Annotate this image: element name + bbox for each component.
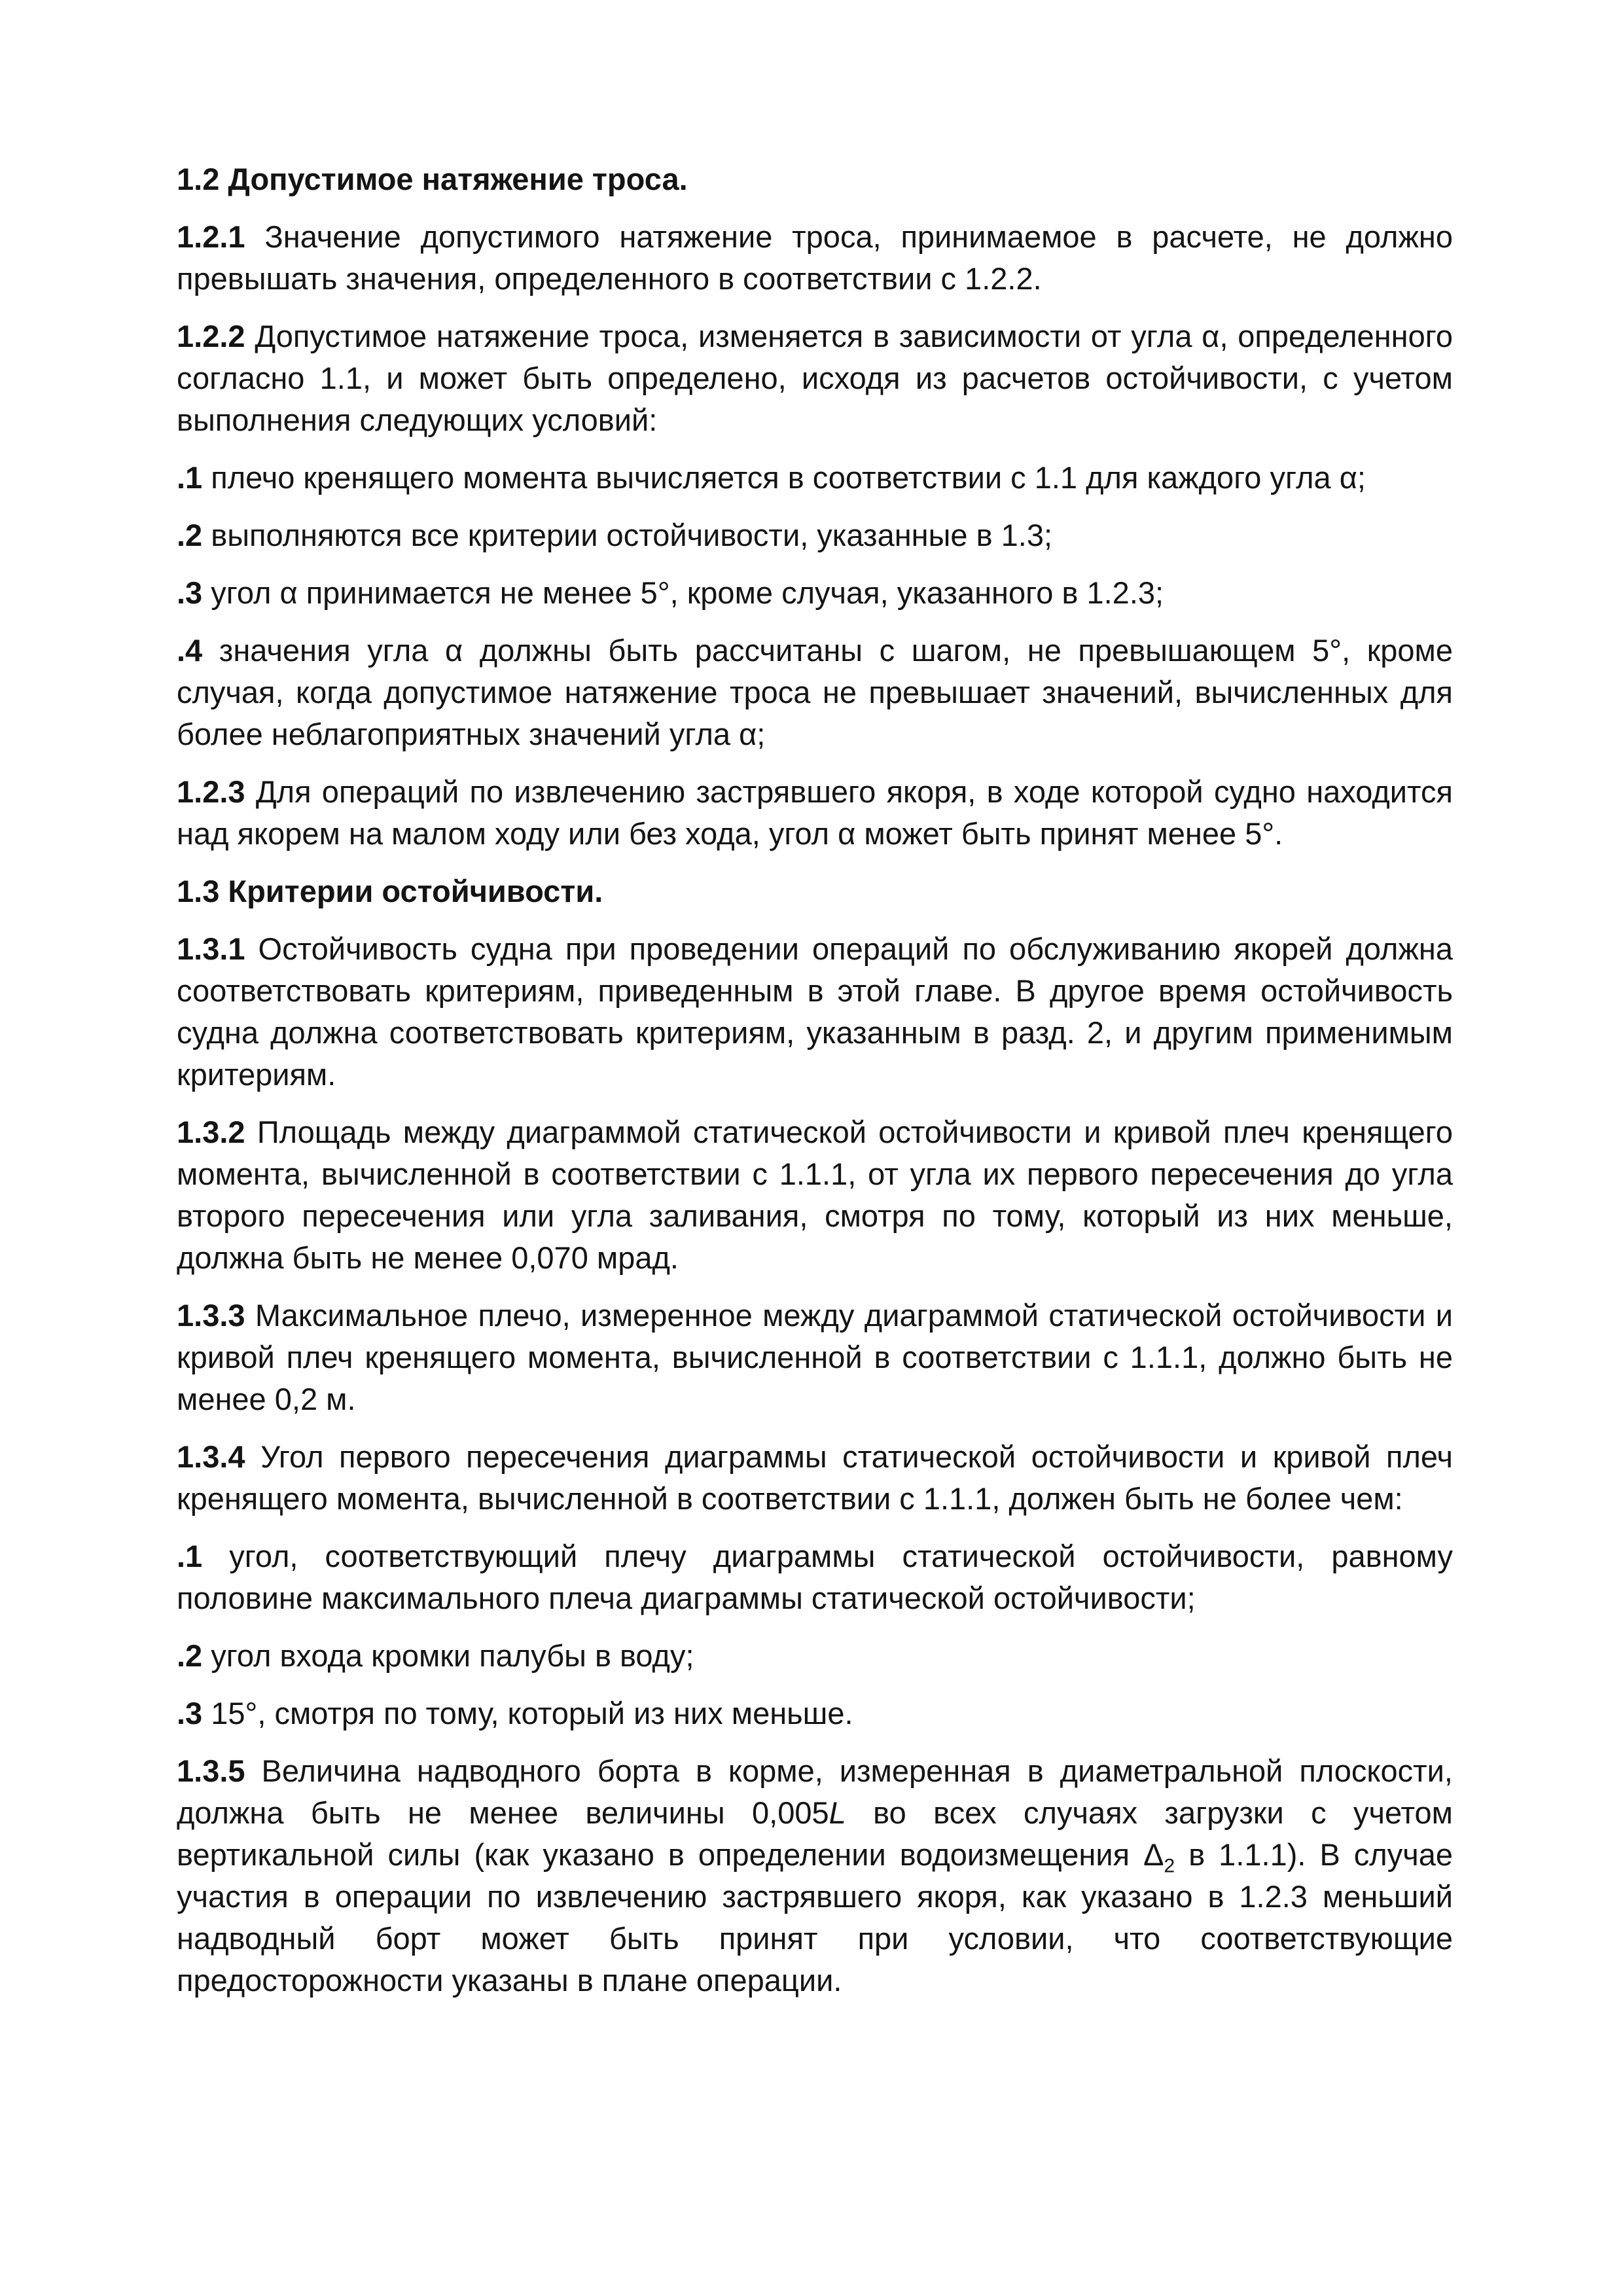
- clause-number: 1.3.3: [177, 1298, 245, 1333]
- clause-number: 1.3.2: [177, 1115, 245, 1149]
- item-text: значения угла α должны быть рассчитаны с шагом, не превышающем 5°, кроме случая, когда допустимое натяжение троса не превышает значений, вычисленных для более неблагоприятных значений угла α;: [177, 633, 1453, 751]
- clause-text: Максимальное плечо, измеренное между диаграммой статической остойчивости и кривой плеч кренящего момента, вычисленной в соответствии с 1.1.1, должно быть не менее 0,2 м.: [177, 1298, 1453, 1416]
- item-text: 15°, смотря по тому, который из них меньше.: [202, 1696, 853, 1731]
- paragraph-1-3-1: [177, 928, 1453, 1096]
- list-item: [177, 1693, 1453, 1734]
- document-page: [177, 158, 1453, 2017]
- item-number: .2: [177, 1638, 203, 1673]
- paragraph-1-3-4: [177, 1436, 1453, 1520]
- paragraph-1-2-1: [177, 216, 1453, 300]
- paragraph-1-2-3: [177, 771, 1453, 855]
- clause-text: Остойчивость судна при проведении операций по обслуживанию якорей должна соответствовать критериям, приведенным в этой главе. В другое время остойчивость судна должна соответствовать критериям, указанным в разд. 2, и другим применимым критериям.: [177, 931, 1453, 1092]
- length-symbol: L: [829, 1795, 846, 1830]
- clause-number: 1.2.1: [177, 219, 245, 254]
- item-number: .2: [177, 518, 203, 552]
- clause-number: 1.3.5: [177, 1753, 245, 1788]
- paragraph-1-3-5: [177, 1750, 1453, 2001]
- item-text: выполняются все критерии остойчивости, указанные в 1.3;: [202, 518, 1053, 552]
- clause-text: Угол первого пересечения диаграммы статической остойчивости и кривой плеч кренящего момента, вычисленной в соответствии с 1.1.1, должен быть не более чем:: [177, 1439, 1453, 1516]
- item-text: угол, соответствующий плечу диаграммы статической остойчивости, равному половине максимального плеча диаграммы статической остойчивости;: [177, 1539, 1453, 1615]
- item-number: .3: [177, 1696, 203, 1731]
- clause-text-part: Величина надводного борта в корме, измеренная в диаметральной плоскости, должна быть не менее величины 0,005: [177, 1753, 1453, 1830]
- clause-text: Допустимое натяжение троса, изменяется в зависимости от угла α, определенного согласно 1.1, и может быть определено, исходя из расчетов остойчивости, с учетом выполнения следующих условий:: [177, 319, 1453, 437]
- item-number: .1: [177, 460, 203, 495]
- clause-text-part: во всех случаях загрузки с учетом вертикальной силы (как указано в определении водоизмещения Δ: [177, 1795, 1453, 1872]
- clause-text: Площадь между диаграммой статической остойчивости и кривой плеч кренящего момента, вычисленной в соответствии с 1.1.1, от угла их первого пересечения до угла второго пересечения или угла заливания, смотря по тому, который из них меньше, должна быть не менее 0,070 мрад.: [177, 1115, 1453, 1275]
- item-text: плечо кренящего момента вычисляется в соответствии с 1.1 для каждого угла α;: [202, 460, 1366, 495]
- list-item: [177, 1535, 1453, 1619]
- clause-text: Значение допустимого натяжение троса, принимаемое в расчете, не должно превышать значения, определенного в соответствии с 1.2.2.: [177, 219, 1453, 296]
- clause-text-part: в 1.1.1). В случае участия в операции по извлечению застрявшего якоря, как указано в 1.2.3 меньший надводный борт может быть принят при условии, что соответствующие предосторожности указаны в плане операции.: [177, 1837, 1453, 1998]
- section-heading-1-2: 1.2 Допустимое натяжение троса.: [177, 162, 688, 196]
- clause-number: 1.3.1: [177, 931, 245, 966]
- list-item: [177, 572, 1453, 614]
- list-item: [177, 457, 1453, 499]
- item-number: .1: [177, 1539, 203, 1573]
- paragraph-1-2-2: [177, 315, 1453, 441]
- paragraph-1-3-3: [177, 1295, 1453, 1420]
- item-number: .3: [177, 575, 203, 610]
- clause-number: 1.2.3: [177, 774, 245, 809]
- item-number: .4: [177, 633, 203, 668]
- paragraph-1-3-2: [177, 1111, 1453, 1279]
- list-item: [177, 1635, 1453, 1677]
- list-item: [177, 514, 1453, 556]
- list-item: [177, 630, 1453, 755]
- clause-text: Для операций по извлечению застрявшего якоря, в ходе которой судно находится над якорем на малом ходу или без хода, угол α может быть принят менее 5°.: [177, 774, 1453, 851]
- clause-number: 1.3.4: [177, 1439, 245, 1474]
- clause-number: 1.2.2: [177, 319, 245, 353]
- subscript: 2: [1164, 1855, 1175, 1877]
- item-text: угол входа кромки палубы в воду;: [202, 1638, 694, 1673]
- section-heading-1-3: 1.3 Критерии остойчивости.: [177, 874, 603, 908]
- item-text: угол α принимается не менее 5°, кроме случая, указанного в 1.2.3;: [202, 575, 1164, 610]
